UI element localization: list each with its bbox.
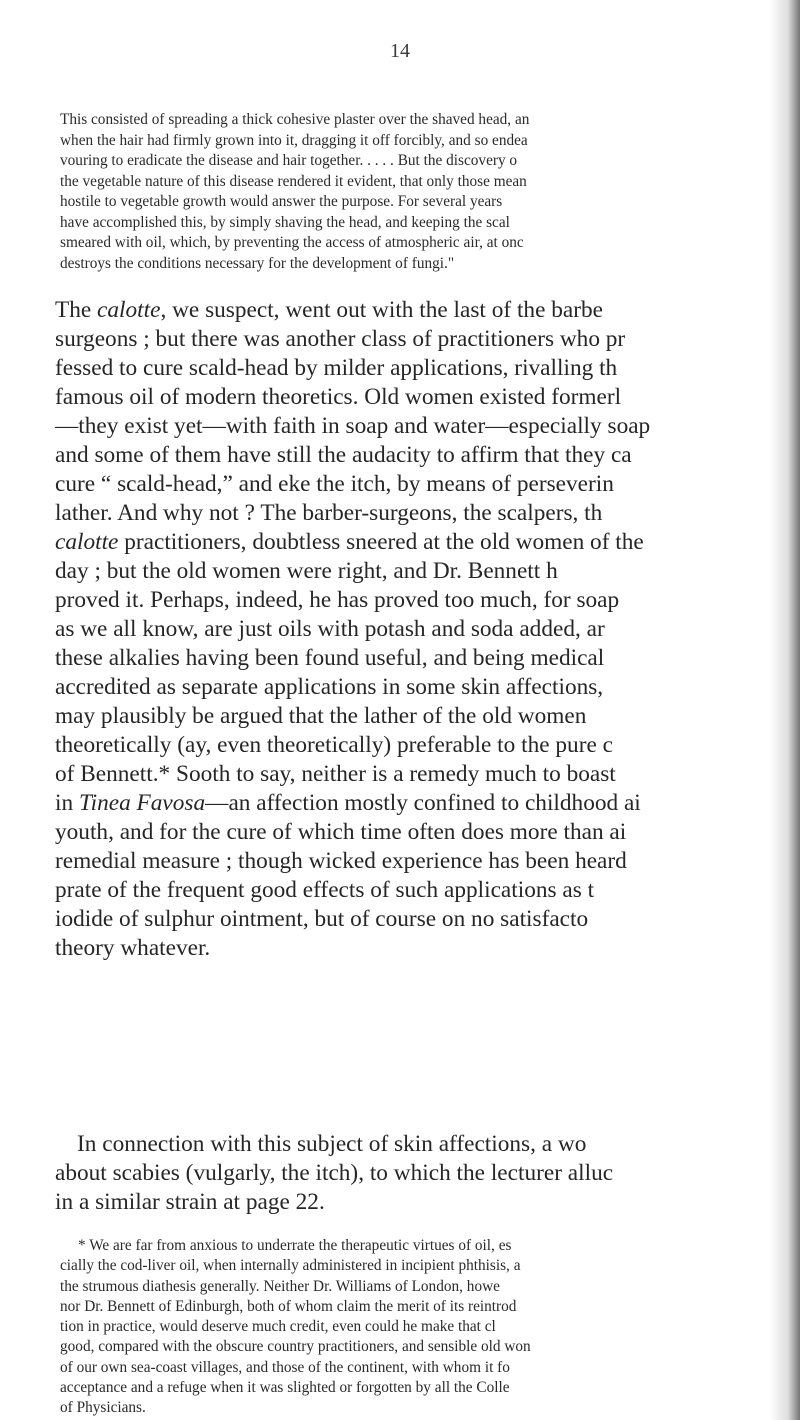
text-line: the strumous diathesis generally. Neither Dr. Williams of London, howe <box>60 1277 500 1295</box>
text-line: lather. And why not ? The barber-surgeons, the scalpers, th <box>55 500 603 526</box>
text-line: vouring to eradicate the disease and hair together. . . . . But the discovery o <box>60 152 518 169</box>
text-line: smeared with oil, which, by preventing the access of atmospheric air, at onc <box>60 234 524 251</box>
text-line: hostile to vegetable growth would answer the purpose. For several years <box>60 193 503 210</box>
text-line: fessed to cure scald-head by milder applications, rivalling th <box>55 355 618 381</box>
text-line: about scabies (vulgarly, the itch), to which the lecturer alluc <box>55 1160 614 1186</box>
text-line: theory whatever. <box>55 935 211 961</box>
text-line: youth, and for the cure of which time often does more than ai <box>55 819 627 845</box>
text-line: cially the cod-liver oil, when internally administered in incipient phthisis, a <box>60 1257 521 1275</box>
text-line: cure “ scald-head,” and eke the itch, by means of perseverin <box>55 471 614 497</box>
text-line: In connection with this subject of skin affections, a wo <box>77 1131 587 1157</box>
quoted-passage <box>60 110 750 274</box>
text-line: may plausibly be argued that the lather of the old women <box>55 703 587 729</box>
text-line: The calotte, we suspect, went out with the last of the barbe <box>55 297 603 323</box>
text-line: as we all know, are just oils with potash and soda added, ar <box>55 616 605 642</box>
text-line: when the hair had firmly grown into it, dragging it off forcibly, and so endea <box>60 131 528 149</box>
body-paragraph-2 <box>55 1130 755 1217</box>
text-line: these alkalies having been found useful, and being medical <box>55 645 605 671</box>
body-paragraph <box>55 296 755 963</box>
text-line: prate of the frequent good effects of such applications as t <box>55 877 595 903</box>
text-line: proved it. Perhaps, indeed, he has proved too much, for soap <box>55 587 620 613</box>
text-line: surgeons ; but there was another class of practitioners who pr <box>55 326 626 352</box>
text-line: nor Dr. Bennett of Edinburgh, both of whom claim the merit of its reintrod <box>60 1297 517 1315</box>
text-line: * We are far from anxious to underrate the therapeutic virtues of oil, es <box>78 1237 512 1254</box>
footnote <box>60 1236 750 1419</box>
text-line: in Tinea Favosa—an affection mostly confined to childhood ai <box>55 790 641 816</box>
text-line: —they exist yet—with faith in soap and water—especially soap <box>55 413 651 439</box>
text-line: good, compared with the obscure country practitioners, and sensible old won <box>60 1338 531 1356</box>
text-line: day ; but the old women were right, and Dr. Bennett h <box>55 558 558 584</box>
text-line: destroys the conditions necessary for the development of fungi." <box>60 254 455 272</box>
text-line: calotte practitioners, doubtless sneered at the old women of the <box>55 529 644 555</box>
page-number: 14 <box>390 40 410 62</box>
text-line: have accomplished this, by simply shaving the head, and keeping the scal <box>60 213 510 231</box>
text-line: famous oil of modern theoretics. Old women existed formerl <box>55 384 622 410</box>
text-line: and some of them have still the audacity to affirm that they ca <box>55 442 632 468</box>
text-line: of our own sea-coast villages, and those of the continent, with whom it fo <box>60 1358 510 1376</box>
page-edge-shadow <box>770 0 800 1420</box>
text-line: remedial measure ; though wicked experience has been heard <box>55 848 627 874</box>
text-line: theoretically (ay, even theoretically) preferable to the pure c <box>55 732 613 758</box>
text-line: of Physicians. <box>60 1399 146 1417</box>
text-line: tion in practice, would deserve much credit, even could he make that cl <box>60 1318 496 1336</box>
text-line: This consisted of spreading a thick cohesive plaster over the shaved head, an <box>60 111 530 128</box>
text-line: acceptance and a refuge when it was slighted or forgotten by all the Colle <box>60 1379 510 1397</box>
text-line: accredited as separate applications in some skin affections, <box>55 674 604 700</box>
text-line: of Bennett.* Sooth to say, neither is a remedy much to boast <box>55 761 616 787</box>
text-line: the vegetable nature of this disease rendered it evident, that only those mean <box>60 172 527 190</box>
text-line: iodide of sulphur ointment, but of course on no satisfacto <box>55 906 589 932</box>
text-line: in a similar strain at page 22. <box>55 1189 325 1215</box>
